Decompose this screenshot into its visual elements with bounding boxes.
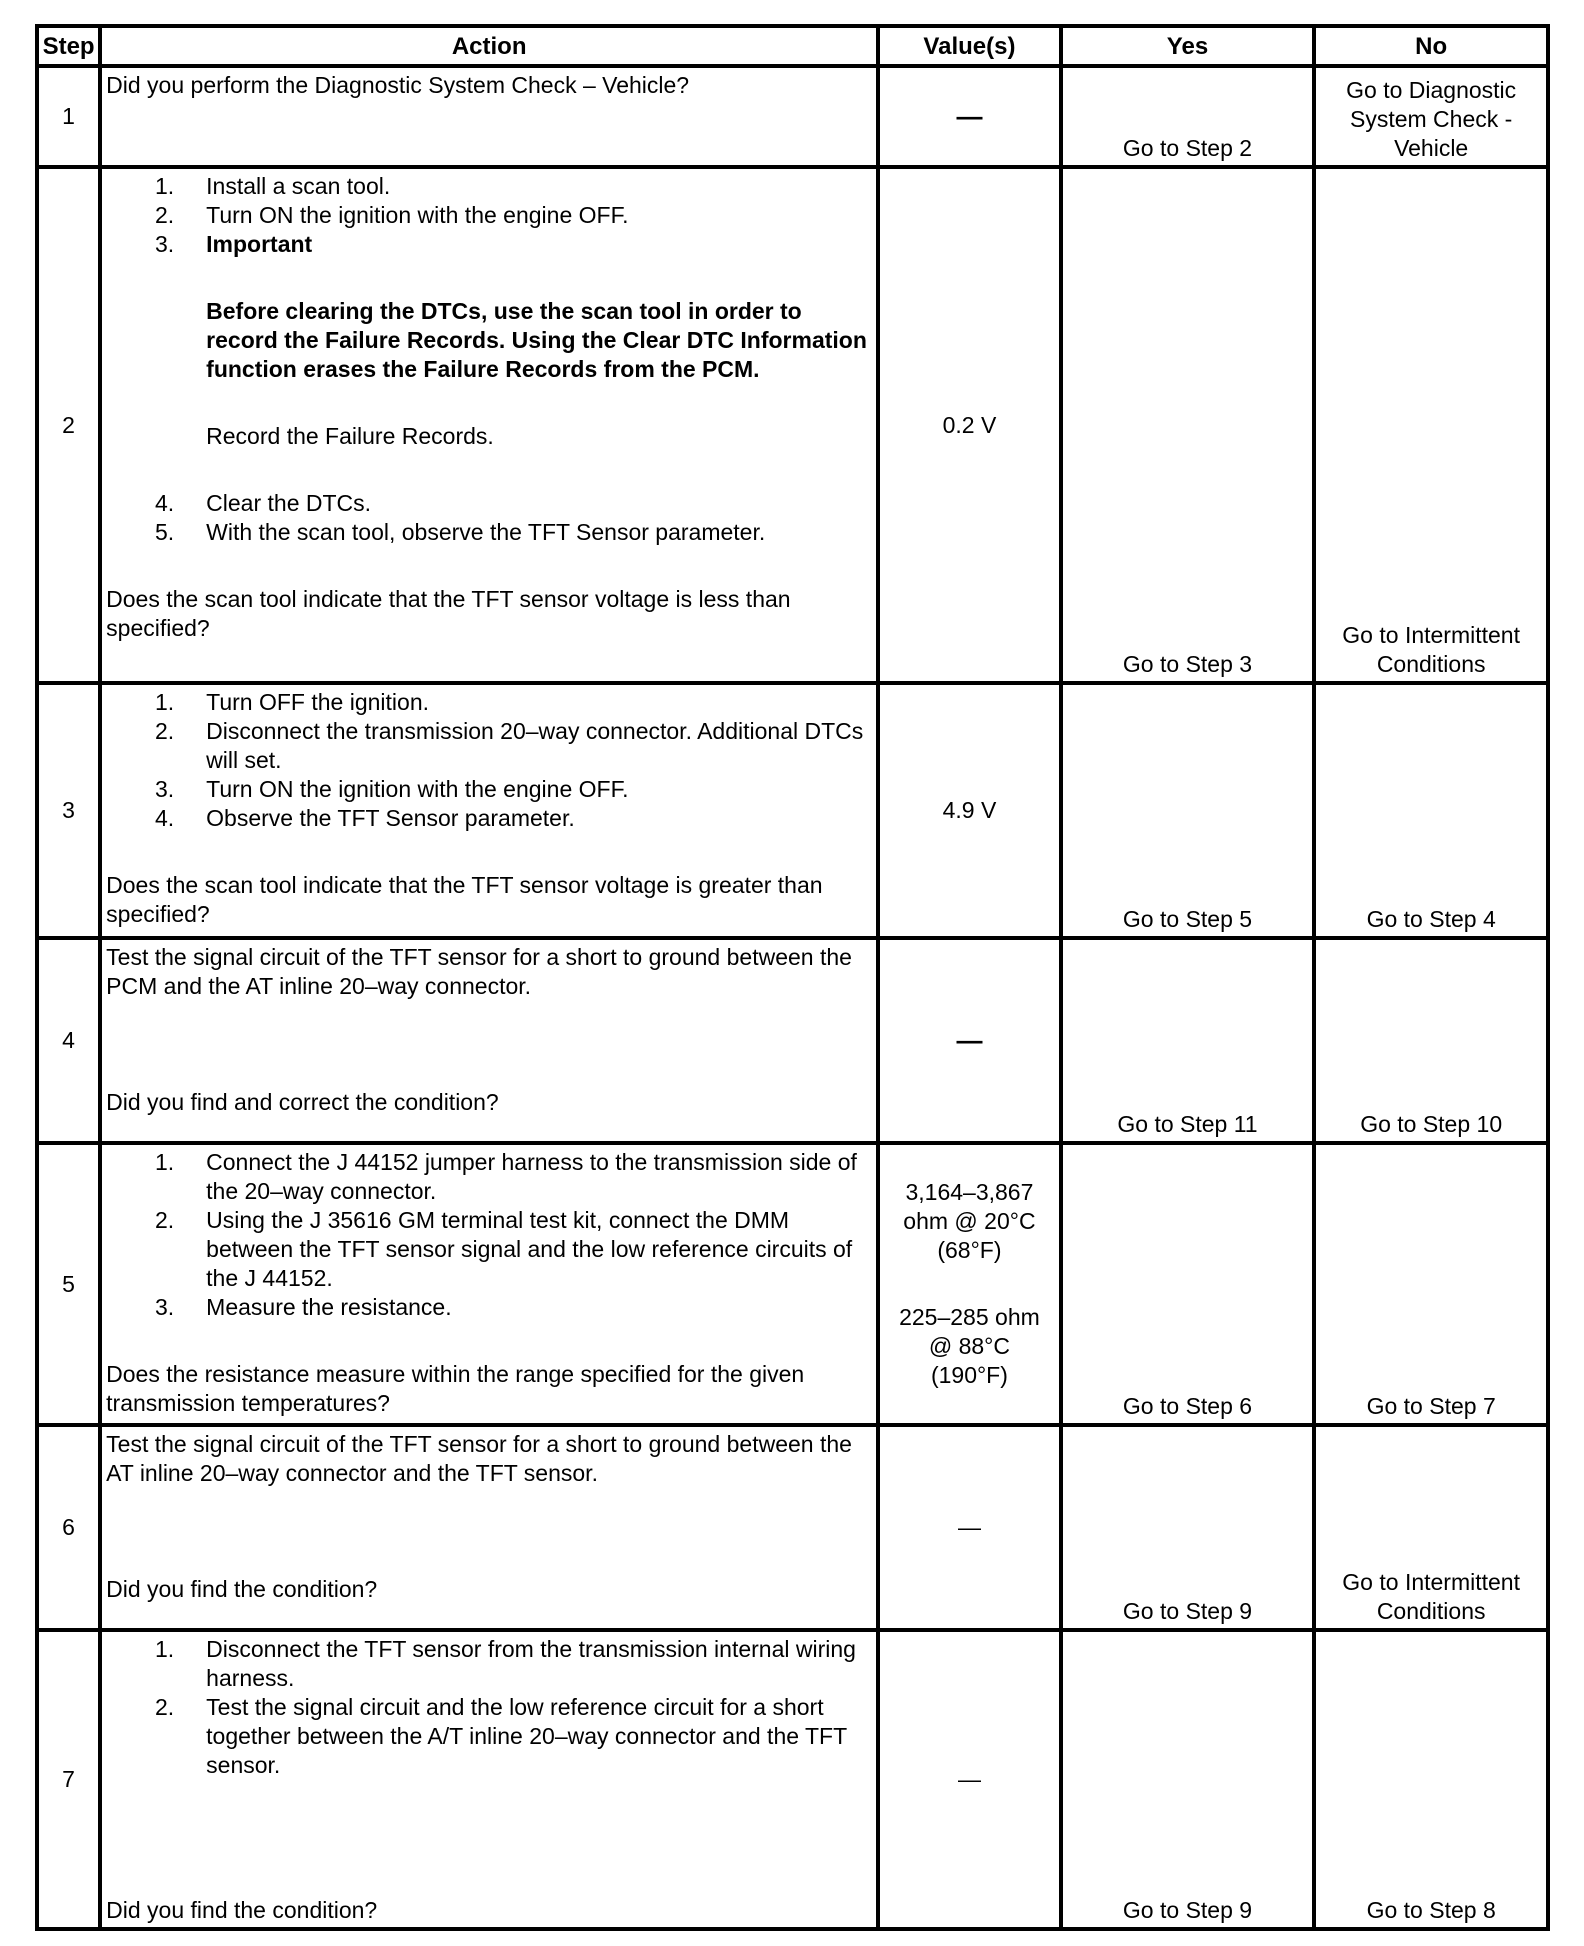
no-text: Go to Step 8 <box>1366 1897 1496 1923</box>
step-number: 5 <box>37 1143 100 1425</box>
step-number: 3 <box>37 683 100 938</box>
step-list <box>106 1148 870 1322</box>
item-text: Clear the DTCs. <box>206 490 372 516</box>
header-action: Action <box>100 26 878 66</box>
instruction-text: Test the signal circuit of the TFT sensor for a short to ground between the PCM and the AT inline 20–way connector. <box>106 944 852 999</box>
item-text: Measure the resistance. <box>206 1294 452 1320</box>
item-number: 4. <box>154 490 175 516</box>
item-number: 1. <box>154 173 175 199</box>
step-number: 2 <box>37 167 100 683</box>
action-cell <box>100 1143 878 1425</box>
value-text: — <box>957 1514 981 1540</box>
item-number: 5. <box>154 519 175 545</box>
item-text: Connect the J 44152 jumper harness to the transmission side of the 20–way connector. <box>206 1149 857 1204</box>
value-cell <box>878 66 1060 167</box>
item-number: 1. <box>154 689 175 715</box>
list-item <box>106 804 870 833</box>
important-label: Important <box>206 231 313 257</box>
list-item <box>106 1693 870 1780</box>
item-text: Disconnect the transmission 20–way connector. Additional DTCs will set. <box>206 718 864 773</box>
yes-text: Go to Step 3 <box>1122 651 1253 677</box>
list-item <box>106 1148 870 1206</box>
question-text: Does the scan tool indicate that the TFT sensor voltage is greater than specified? <box>106 872 823 927</box>
list-item <box>106 1635 870 1693</box>
question-text: Did you find the condition? <box>106 1897 378 1923</box>
item-text: Install a scan tool. <box>206 173 391 199</box>
yes-cell <box>1061 938 1315 1143</box>
no-text: Go to Intermittent Conditions <box>1342 1569 1520 1624</box>
item-text: Using the J 35616 GM terminal test kit, connect the DMM between the TFT sensor signal and the low reference circuits of the J 44152. <box>206 1207 853 1291</box>
table-row <box>37 1143 1548 1425</box>
record-instruction: Record the Failure Records. <box>206 423 494 449</box>
no-text: Go to Step 7 <box>1366 1393 1496 1419</box>
item-number: 2. <box>154 202 175 228</box>
list-item <box>106 518 870 547</box>
item-text: Observe the TFT Sensor parameter. <box>206 805 575 831</box>
no-cell <box>1314 1630 1548 1929</box>
question-text: Does the resistance measure within the range specified for the given transmission temperatures? <box>106 1361 805 1416</box>
no-cell <box>1314 683 1548 938</box>
value-text: — <box>956 1024 983 1055</box>
question-text: Did you find the condition? <box>106 1576 378 1602</box>
yes-cell <box>1061 167 1315 683</box>
yes-cell <box>1061 1143 1315 1425</box>
item-text: With the scan tool, observe the TFT Sensor parameter. <box>206 519 766 545</box>
step-number: 7 <box>37 1630 100 1929</box>
item-number: 2. <box>154 1694 175 1720</box>
item-number: 3. <box>154 231 175 257</box>
table-row <box>37 1425 1548 1630</box>
yes-text: Go to Step 6 <box>1122 1393 1253 1419</box>
action-cell <box>100 1425 878 1630</box>
item-text: Test the signal circuit and the low reference circuit for a short together between the A/T inline 20–way connector and the TFT sensor. <box>206 1694 847 1778</box>
table-row <box>37 938 1548 1143</box>
header-yes: Yes <box>1061 26 1315 66</box>
important-note: Before clearing the DTCs, use the scan tool in order to record the Failure Records. Using the Clear DTC Information function erases the Failure Records from the PCM. <box>206 298 867 382</box>
item-number: 4. <box>154 805 175 831</box>
step-list <box>106 489 870 547</box>
item-number: 2. <box>154 1207 175 1233</box>
value-text: 0.2 V <box>942 411 997 438</box>
yes-text: Go to Step 5 <box>1122 906 1253 932</box>
item-text: Turn ON the ignition with the engine OFF. <box>206 776 629 802</box>
item-number: 2. <box>154 718 175 744</box>
step-list <box>106 1635 870 1780</box>
yes-text: Go to Step 11 <box>1117 1111 1258 1137</box>
yes-cell <box>1061 66 1315 167</box>
no-text: Go to Step 10 <box>1360 1111 1503 1137</box>
item-number: 3. <box>154 776 175 802</box>
header-row <box>37 26 1548 66</box>
list-item <box>106 489 870 518</box>
list-item <box>106 172 870 201</box>
yes-cell <box>1061 1425 1315 1630</box>
yes-cell <box>1061 1630 1315 1929</box>
item-number: 1. <box>154 1149 175 1175</box>
table-row <box>37 1630 1548 1929</box>
instruction-text: Test the signal circuit of the TFT sensor for a short to ground between the AT inline 20–way connector and the TFT sensor. <box>106 1431 852 1486</box>
question-text: Does the scan tool indicate that the TFT sensor voltage is less than specified? <box>106 586 791 641</box>
value-cell <box>878 1143 1060 1425</box>
no-cell <box>1314 1425 1548 1630</box>
action-cell <box>100 1630 878 1929</box>
value-cell <box>878 938 1060 1143</box>
list-item <box>106 717 870 775</box>
action-cell <box>100 683 878 938</box>
item-number: 3. <box>154 1294 175 1320</box>
header-step: Step <box>37 26 100 66</box>
step-list <box>106 172 870 259</box>
question-text: Did you perform the Diagnostic System Check – Vehicle? <box>106 72 690 98</box>
no-cell <box>1314 167 1548 683</box>
table-row <box>37 683 1548 938</box>
value-cell <box>878 1425 1060 1630</box>
list-item <box>106 1206 870 1293</box>
no-text: Go to Step 4 <box>1366 906 1496 932</box>
value-cell <box>878 1630 1060 1929</box>
value-text: 3,164–3,867 ohm @ 20°C (68°F) <box>903 1179 1036 1263</box>
header-no: No <box>1314 26 1548 66</box>
value-cell <box>878 167 1060 683</box>
action-cell <box>100 938 878 1143</box>
list-item <box>106 1293 870 1322</box>
step-number: 4 <box>37 938 100 1143</box>
header-values: Value(s) <box>878 26 1060 66</box>
table-row <box>37 66 1548 167</box>
item-text: Turn OFF the ignition. <box>206 689 430 715</box>
value-text: 4.9 V <box>942 797 997 823</box>
yes-text: Go to Step 9 <box>1122 1598 1253 1624</box>
yes-text: Go to Step 2 <box>1122 135 1253 161</box>
no-cell <box>1314 66 1548 167</box>
list-item <box>106 201 870 230</box>
action-cell <box>100 66 878 167</box>
step-number: 6 <box>37 1425 100 1630</box>
item-text: Turn ON the ignition with the engine OFF. <box>206 202 629 228</box>
no-text: Go to Intermittent Conditions <box>1342 622 1520 677</box>
list-item <box>106 775 870 804</box>
step-list <box>106 688 870 833</box>
action-cell <box>100 167 878 683</box>
diagnostic-table <box>35 24 1550 1931</box>
yes-cell <box>1061 683 1315 938</box>
step-number: 1 <box>37 66 100 167</box>
table-row <box>37 167 1548 683</box>
value-text: — <box>956 100 983 131</box>
no-cell <box>1314 1143 1548 1425</box>
item-text: Disconnect the TFT sensor from the transmission internal wiring harness. <box>206 1636 856 1691</box>
question-text: Did you find and correct the condition? <box>106 1089 499 1115</box>
item-number: 1. <box>154 1636 175 1662</box>
yes-text: Go to Step 9 <box>1122 1897 1253 1923</box>
list-item <box>106 230 870 259</box>
value-text: 225–285 ohm @ 88°C (190°F) <box>899 1304 1040 1388</box>
value-cell <box>878 683 1060 938</box>
value-text: — <box>957 1766 981 1792</box>
no-cell <box>1314 938 1548 1143</box>
no-text: Go to Diagnostic System Check - Vehicle <box>1346 77 1517 161</box>
list-item <box>106 688 870 717</box>
